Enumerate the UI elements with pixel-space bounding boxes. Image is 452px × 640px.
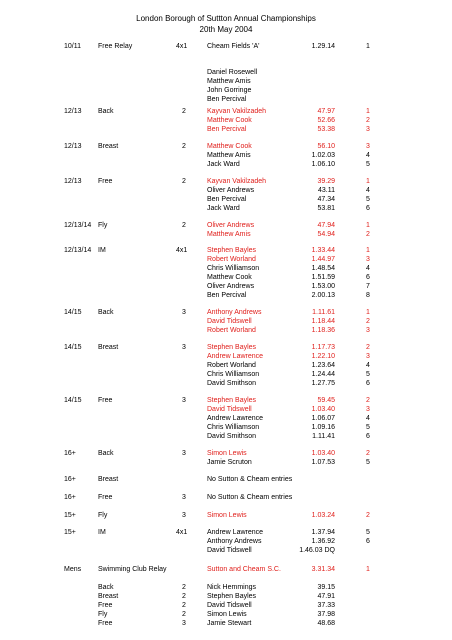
place-cell: 3 [366,256,370,263]
distance-cell: 4x1 [176,43,188,50]
place-cell: 4 [366,187,370,194]
event-cell: Swimming Club Relay [98,566,167,573]
distance-cell: 2 [182,178,186,185]
table-row [0,125,452,134]
time-cell: 53.38 [317,126,335,133]
page-date: 20th May 2004 [199,25,253,34]
table-row [0,458,452,467]
swimmer-name: Chris Williamson [207,265,260,272]
time-cell: 1.03.24 [311,512,335,519]
table-row [0,68,452,77]
time-cell: 2.00.13 [311,292,335,299]
time-cell: 53.81 [317,205,335,212]
place-cell: 5 [366,424,370,431]
time-cell: 39.29 [317,178,335,185]
time-cell: 1.24.44 [311,371,335,378]
table-row [0,475,452,484]
distance-cell: 2 [182,143,186,150]
place-cell: 2 [366,231,370,238]
event-cell: Free [98,397,113,404]
table-row [0,537,452,546]
event-cell: Free [98,620,113,627]
place-cell: 5 [366,529,370,536]
place-cell: 2 [366,397,370,404]
table-row [0,273,452,282]
swimmer-name: Stephen Bayles [207,397,257,404]
swimmer-name: Matthew Cook [207,117,252,124]
table-row [0,583,452,592]
event-cell: Breast [98,593,119,600]
place-cell: 8 [366,292,370,299]
age-cell: 16+ [64,450,76,457]
event-cell: Breast [98,476,119,483]
swimmer-name: Kayvan Vakilzadeh [207,178,267,185]
age-cell: 14/15 [64,344,82,351]
place-cell: 3 [366,327,370,334]
place-cell: 1 [366,309,370,316]
swimmer-name: Anthony Andrews [207,538,262,545]
event-cell: Fly [98,512,108,519]
swimmer-name: No Sutton & Cheam entries [207,476,293,483]
event-cell: IM [98,529,106,536]
table-row [0,449,452,458]
time-cell: 1.33.44 [311,247,335,254]
time-cell: 48.68 [317,620,335,627]
time-cell: 59.45 [317,397,335,404]
place-cell: 3 [366,143,370,150]
table-row [0,432,452,441]
table-row [0,264,452,273]
distance-cell: 3 [182,309,186,316]
time-cell: 3.31.34 [311,566,335,573]
swimmer-name: Oliver Andrews [207,283,255,290]
swimmer-name: Sutton and Cheam S.C. [207,566,281,573]
event-cell: Back [98,309,114,316]
time-cell: 56.10 [317,143,335,150]
time-cell: 1.18.44 [311,318,335,325]
table-row [0,528,452,537]
age-cell: Mens [64,566,82,573]
time-cell: 1.11.61 [312,309,335,316]
swimmer-name: Anthony Andrews [207,309,262,316]
time-cell: 47.34 [317,196,335,203]
place-cell: 6 [366,538,370,545]
swimmer-name: Matthew Amis [207,78,251,85]
time-cell: 1.37.94 [311,529,335,536]
time-cell: 47.91 [317,593,335,600]
time-cell: 1.07.53 [311,459,335,466]
time-cell: 1.27.75 [311,380,335,387]
event-cell: Free [98,494,113,501]
age-cell: 15+ [64,529,76,536]
table-row [0,308,452,317]
swimmer-name: Stephen Bayles [207,593,257,600]
table-row [0,317,452,326]
place-cell: 6 [366,205,370,212]
time-cell: 1.48.54 [311,265,335,272]
place-cell: 1 [366,222,370,229]
time-cell: 1.03.40 [311,450,335,457]
time-cell: 1.18.36 [311,327,335,334]
place-cell: 7 [366,283,370,290]
table-row [0,414,452,423]
distance-cell: 3 [182,397,186,404]
swimmer-name: Chris Williamson [207,424,260,431]
place-cell: 2 [366,512,370,519]
time-cell: 1.06.10 [311,161,335,168]
time-cell: 1.02.03 [311,152,335,159]
table-row [0,246,452,255]
table-row [0,160,452,169]
time-cell: 37.98 [317,611,335,618]
place-cell: 6 [366,433,370,440]
age-cell: 12/13 [64,108,82,115]
table-row [0,361,452,370]
event-cell: Fly [98,611,108,618]
table-row [0,255,452,264]
time-cell: 37.33 [317,602,335,609]
time-cell: 43.11 [318,187,335,194]
age-cell: 15+ [64,512,76,519]
place-cell: 3 [366,126,370,133]
swimmer-name: Nick Hemmings [207,584,257,591]
swimmer-name: Ben Percival [207,196,247,203]
table-row [0,352,452,361]
place-cell: 3 [366,353,370,360]
event-cell: Back [98,108,114,115]
place-cell: 1 [366,247,370,254]
swimmer-name: John Gorringe [207,87,252,94]
age-cell: 12/13 [64,178,82,185]
place-cell: 3 [366,406,370,413]
table-row [0,396,452,405]
table-row [0,230,452,239]
swimmer-name: Chris Williamson [207,371,260,378]
distance-cell: 3 [182,450,186,457]
table-row [0,282,452,291]
place-cell: 5 [366,459,370,466]
time-cell: 1.23.64 [311,362,335,369]
swimmer-name: David Tidswell [207,318,252,325]
place-cell: 2 [366,344,370,351]
age-cell: 14/15 [64,309,82,316]
time-cell: 1.17.73 [311,344,335,351]
distance-cell: 3 [182,620,186,627]
time-cell: 52.66 [317,117,335,124]
place-cell: 5 [366,161,370,168]
table-row [0,546,452,555]
distance-cell: 2 [182,108,186,115]
swimmer-name: Stephen Bayles [207,247,257,254]
time-cell: 1.29.14 [311,43,335,50]
distance-cell: 2 [182,584,186,591]
event-cell: Free [98,178,113,185]
swimmer-name: David Smithson [207,380,257,387]
swimmer-name: Simon Lewis [207,450,247,457]
place-cell: 4 [366,152,370,159]
table-row [0,186,452,195]
time-cell: 1.22.10 [311,353,335,360]
swimmer-name: Jack Ward [207,205,240,212]
place-cell: 2 [366,450,370,457]
event-cell: Free [98,602,113,609]
page-title: London Borough of Suttton Annual Championships [136,14,316,23]
time-cell: 1.46.03 DQ [299,547,335,554]
swimmer-name: No Sutton & Cheam entries [207,494,293,501]
table-row [0,142,452,151]
swimmer-name: Andrew Lawrence [207,529,264,536]
swimmer-name: Ben Percival [207,96,247,103]
age-cell: 12/13 [64,143,82,150]
age-cell: 12/13/14 [64,247,92,254]
place-cell: 2 [366,117,370,124]
place-cell: 4 [366,362,370,369]
time-cell: 1.11.41 [312,433,335,440]
table-row [0,343,452,352]
swimmer-name: Simon Lewis [207,611,247,618]
distance-cell: 3 [182,494,186,501]
time-cell: 39.15 [317,584,335,591]
swimmer-name: Jack Ward [207,161,240,168]
place-cell: 6 [366,380,370,387]
time-cell: 54.94 [317,231,335,238]
place-cell: 5 [366,196,370,203]
place-cell: 1 [366,108,370,115]
swimmer-name: Daniel Rosewell [207,69,258,76]
place-cell: 1 [366,178,370,185]
time-cell: 1.36.92 [311,538,335,545]
place-cell: 6 [366,274,370,281]
place-cell: 5 [366,371,370,378]
time-cell: 47.97 [317,108,335,115]
table-row [0,42,452,51]
event-cell: Back [98,584,114,591]
swimmer-name: Andrew Lawrence [207,353,264,360]
swimmer-name: Matthew Cook [207,143,252,150]
event-cell: Breast [98,143,119,150]
distance-cell: 2 [182,593,186,600]
swimmer-name: Ben Percival [207,126,247,133]
swimmer-name: Jamie Stewart [207,620,252,627]
table-row [0,86,452,95]
swimmer-name: Kayvan Vakilzadeh [207,108,267,115]
table-row [0,116,452,125]
place-cell: 1 [366,566,370,573]
event-cell: IM [98,247,106,254]
swimmer-name: Cheam Fields 'A' [207,43,260,50]
table-row [0,423,452,432]
swimmer-name: Robert Worland [207,327,256,334]
table-row [0,177,452,186]
distance-cell: 4x1 [176,247,188,254]
swimmer-name: Robert Worland [207,362,256,369]
age-cell: 16+ [64,476,76,483]
table-row [0,601,452,610]
swimmer-name: Simon Lewis [207,512,247,519]
event-cell: Fly [98,222,108,229]
table-row [0,493,452,502]
swimmer-name: David Tidswell [207,406,252,413]
swimmer-name: Andrew Lawrence [207,415,264,422]
swimmer-name: Matthew Cook [207,274,252,281]
swimmer-name: Matthew Amis [207,231,251,238]
table-row [0,379,452,388]
age-cell: 10/11 [64,43,81,50]
table-row [0,151,452,160]
table-row [0,221,452,230]
distance-cell: 2 [182,611,186,618]
time-cell: 1.09.16 [311,424,335,431]
swimmer-name: David Smithson [207,433,257,440]
table-row [0,95,452,104]
place-cell: 2 [366,318,370,325]
place-cell: 4 [366,415,370,422]
swimmer-name: Oliver Andrews [207,222,255,229]
distance-cell: 4x1 [176,529,188,536]
event-cell: Breast [98,344,119,351]
time-cell: 1.51.59 [311,274,335,281]
swimmer-name: Matthew Amis [207,152,251,159]
table-row [0,291,452,300]
swimmer-name: Stephen Bayles [207,344,257,351]
table-row [0,619,452,628]
table-row [0,565,452,574]
table-row [0,77,452,86]
distance-cell: 2 [182,602,186,609]
age-cell: 12/13/14 [64,222,92,229]
table-row [0,370,452,379]
age-cell: 16+ [64,494,76,501]
table-row [0,592,452,601]
table-row [0,511,452,520]
event-cell: Back [98,450,114,457]
table-row [0,326,452,335]
event-cell: Free Relay [98,43,133,50]
time-cell: 1.03.40 [311,406,335,413]
time-cell: 47.94 [317,222,335,229]
table-row [0,204,452,213]
swimmer-name: Robert Worland [207,256,256,263]
place-cell: 1 [366,43,370,50]
age-cell: 14/15 [64,397,82,404]
distance-cell: 3 [182,344,186,351]
swimmer-name: Jamie Scruton [207,459,252,466]
table-row [0,610,452,619]
time-cell: 1.53.00 [311,283,335,290]
distance-cell: 2 [182,222,186,229]
place-cell: 4 [366,265,370,272]
table-row [0,107,452,116]
table-row [0,195,452,204]
swimmer-name: Oliver Andrews [207,187,255,194]
time-cell: 1.06.07 [311,415,335,422]
table-row [0,405,452,414]
swimmer-name: David Tidswell [207,602,252,609]
time-cell: 1.44.97 [311,256,335,263]
distance-cell: 3 [182,512,186,519]
swimmer-name: David Tidswell [207,547,252,554]
swimmer-name: Ben Percival [207,292,247,299]
